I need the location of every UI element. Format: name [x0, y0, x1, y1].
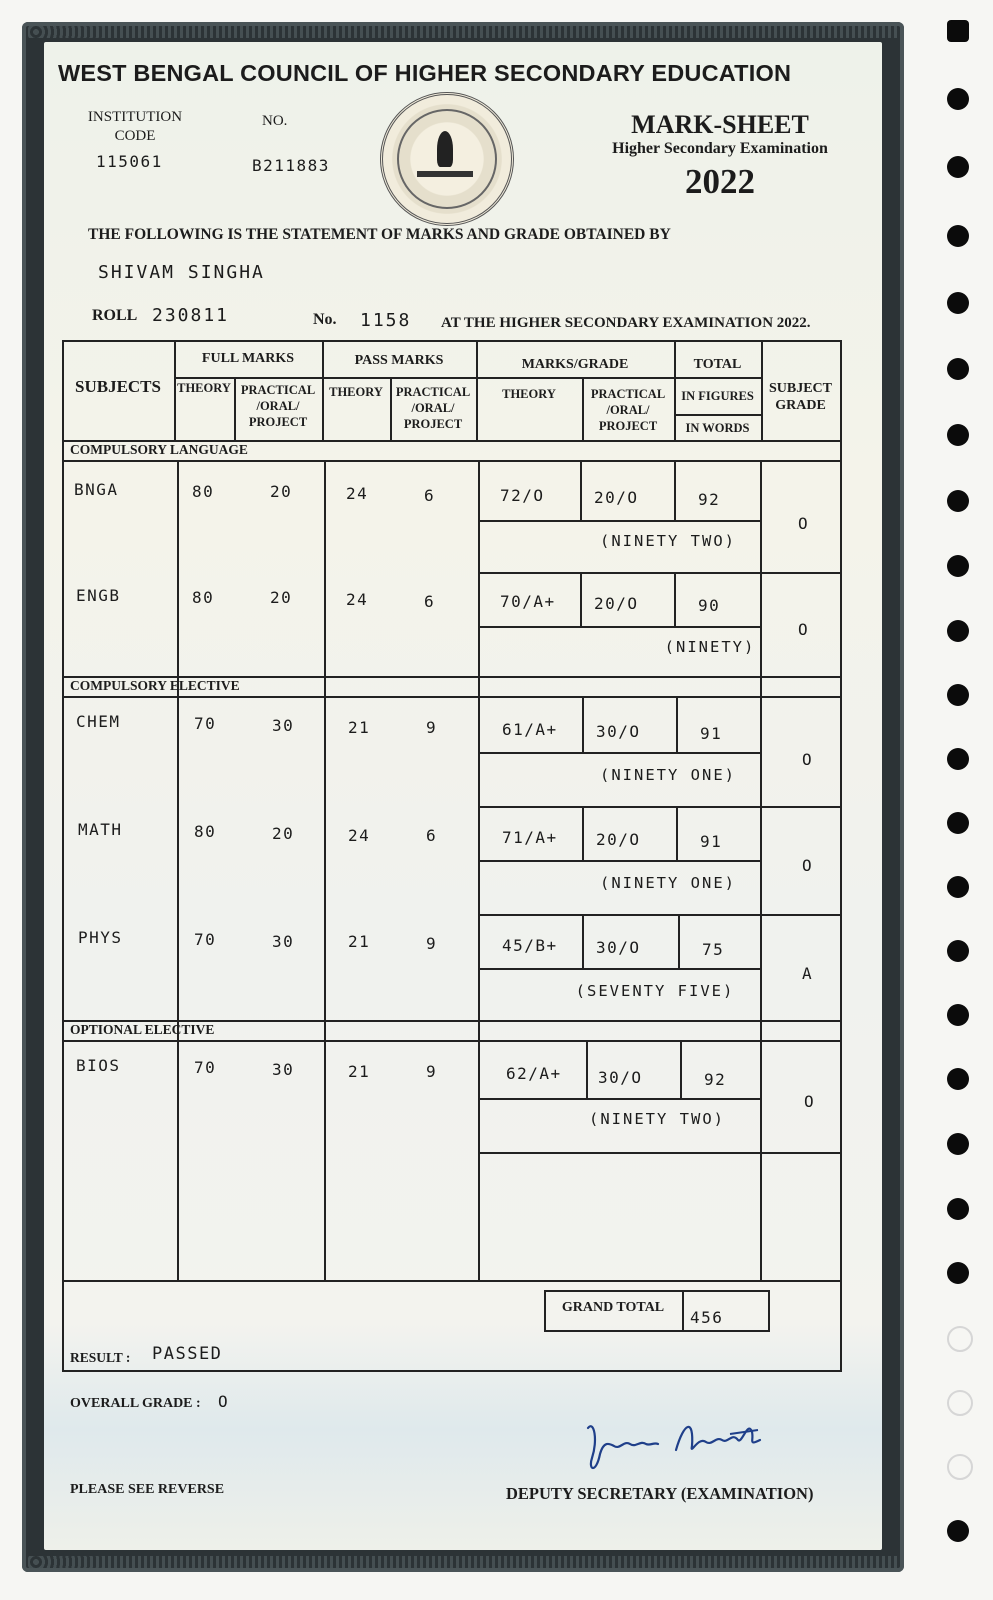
full-theory: 70 [194, 714, 217, 733]
table-rule [586, 1040, 588, 1098]
subject-grade-line1: SUBJECT [768, 381, 833, 396]
total-figures: 92 [704, 1070, 727, 1089]
subject-grade: O [802, 856, 814, 875]
pass-practical: 6 [424, 486, 436, 505]
full-practical: 30 [272, 1060, 295, 1079]
punch-hole [947, 1520, 969, 1542]
table-rule [478, 752, 760, 754]
table-rule [676, 696, 678, 752]
signature-icon [580, 1410, 770, 1480]
table-rule [680, 1040, 682, 1098]
punch-hole [947, 88, 969, 110]
table-rule [62, 460, 842, 462]
marks-practical: 30/O [598, 1068, 643, 1087]
marks-practical: 20/O [596, 830, 641, 849]
subject-grade: A [802, 964, 814, 983]
table-rule [760, 460, 762, 1280]
full-theory: 70 [194, 1058, 217, 1077]
table-rule [676, 806, 678, 860]
header-subjects: SUBJECTS [75, 377, 161, 396]
exam-line: AT THE HIGHER SECONDARY EXAMINATION 2022. [441, 315, 811, 331]
total-figures: 91 [700, 832, 723, 851]
table-rule [582, 806, 584, 860]
council-title: WEST BENGAL COUNCIL OF HIGHER SECONDARY EDUCATION [58, 60, 792, 86]
subject-code: CHEM [76, 712, 121, 731]
punch-hole [947, 684, 969, 706]
table-rule [478, 914, 842, 916]
table-rule [768, 1290, 770, 1330]
header-mg-practical [582, 386, 674, 434]
header-total: TOTAL [693, 357, 742, 372]
punch-hole [947, 1198, 969, 1220]
pass-practical: 6 [426, 826, 438, 845]
table-rule [62, 340, 64, 1370]
marks-practical: 20/O [594, 488, 639, 507]
full-practical: 20 [270, 588, 293, 607]
pass-practical: 9 [426, 934, 438, 953]
pass-theory: 21 [348, 932, 371, 951]
header-full-theory: THEORY [177, 381, 231, 395]
subject-grade-line2: GRADE [775, 398, 826, 413]
result-label: RESULT : [70, 1350, 131, 1365]
marks-table [62, 340, 842, 1372]
full-theory: 80 [192, 482, 215, 501]
table-rule [478, 860, 760, 862]
grand-total-label: GRAND TOTAL [561, 1300, 665, 1315]
total-words: (NINETY ONE) [600, 766, 736, 784]
punch-hole [947, 1390, 973, 1416]
total-words: (NINETY TWO) [600, 532, 736, 550]
result-value: PASSED [152, 1344, 223, 1364]
marksheet-title: MARK-SHEET [631, 110, 809, 139]
pass-theory: 24 [346, 590, 369, 609]
section-optional-elective: OPTIONAL ELECTIVE [70, 1022, 215, 1037]
punch-hole [947, 940, 969, 962]
exam-name: Higher Secondary Examination [612, 140, 828, 157]
punch-hole [947, 20, 969, 42]
table-rule [177, 460, 179, 1280]
full-theory: 70 [194, 930, 217, 949]
table-rule [478, 806, 842, 808]
full-practical: 30 [272, 932, 295, 951]
header-in-words: IN WORDS [685, 421, 750, 435]
punch-hole [947, 225, 969, 247]
certificate-no-label: NO. [262, 113, 288, 129]
full-practical: 30 [272, 716, 295, 735]
decorative-border [28, 26, 898, 38]
punch-hole [947, 620, 969, 642]
table-rule [544, 1290, 770, 1292]
total-words: (NINETY ONE) [600, 874, 736, 892]
roll-no-value: 1158 [360, 310, 412, 331]
subject-code: ENGB [76, 586, 121, 605]
table-rule [174, 377, 761, 379]
total-figures: 75 [702, 940, 725, 959]
code-label: CODE [114, 128, 156, 144]
table-rule [840, 340, 842, 1370]
signatory-title: DEPUTY SECRETARY (EXAMINATION) [506, 1484, 814, 1503]
full-practical: 20 [270, 482, 293, 501]
table-rule [478, 968, 760, 970]
table-rule [582, 914, 584, 968]
header-pass-marks: PASS MARKS [354, 353, 444, 368]
council-seal-icon [380, 92, 514, 226]
statement-text: THE FOLLOWING IS THE STATEMENT OF MARKS AND GRADE OBTAINED BY [88, 226, 671, 243]
header-full-practical [234, 382, 322, 430]
section-compulsory-elective: COMPULSORY ELECTIVE [70, 678, 240, 693]
institution-code: 115061 [96, 152, 163, 171]
pass-theory: 24 [346, 484, 369, 503]
punch-hole [947, 876, 969, 898]
practical-line3: PROJECT [248, 415, 308, 429]
table-rule [478, 572, 842, 574]
marks-theory: 71/A+ [502, 828, 558, 847]
table-rule [582, 696, 584, 752]
punch-hole [947, 292, 969, 314]
header-pass-theory: THEORY [329, 385, 383, 399]
punch-hole [947, 812, 969, 834]
roll-no-label: No. [313, 311, 337, 328]
marks-theory: 61/A+ [502, 720, 558, 739]
subject-code: MATH [78, 820, 123, 839]
header-full-marks: FULL MARKS [201, 351, 295, 366]
pass-theory: 21 [348, 1062, 371, 1081]
practical-line1: PRACTICAL [395, 385, 471, 399]
table-rule [678, 914, 680, 968]
table-rule [674, 460, 676, 520]
table-rule [580, 460, 582, 520]
full-practical: 20 [272, 824, 295, 843]
punch-hole [947, 1068, 969, 1090]
total-figures: 92 [698, 490, 721, 509]
marks-theory: 70/A+ [500, 592, 556, 611]
header-subject-grade [761, 380, 840, 414]
pass-theory: 21 [348, 718, 371, 737]
practical-line3: PROJECT [598, 419, 658, 433]
pass-practical: 9 [426, 718, 438, 737]
total-words: (NINETY) [664, 638, 756, 656]
section-compulsory-language: COMPULSORY LANGUAGE [70, 442, 248, 457]
table-rule [580, 572, 582, 626]
punch-hole [947, 748, 969, 770]
punch-hole [947, 1326, 973, 1352]
punch-hole [947, 156, 969, 178]
certificate-no: B211883 [252, 156, 330, 175]
table-rule [674, 572, 676, 626]
exam-year: 2022 [685, 162, 755, 201]
roll-label: ROLL [92, 307, 138, 324]
candidate-name: SHIVAM SINGHA [98, 262, 265, 283]
table-rule [62, 1370, 842, 1372]
table-rule [62, 696, 842, 698]
marks-theory: 72/O [500, 486, 545, 505]
subject-code: PHYS [78, 928, 123, 947]
punch-hole [947, 490, 969, 512]
table-rule [324, 460, 326, 1280]
overall-grade-label: OVERALL GRADE : [70, 1396, 201, 1411]
table-rule [478, 520, 760, 522]
practical-line2: /ORAL/ [256, 399, 300, 413]
practical-line2: /ORAL/ [606, 403, 650, 417]
punch-hole [947, 1454, 973, 1480]
practical-line1: PRACTICAL [590, 387, 666, 401]
full-theory: 80 [192, 588, 215, 607]
subject-grade: O [798, 514, 810, 533]
punch-hole [947, 424, 969, 446]
total-words: (NINETY TWO) [589, 1110, 725, 1128]
marks-practical: 30/O [596, 938, 641, 957]
total-words: (SEVENTY FIVE) [575, 982, 735, 1000]
table-rule [544, 1330, 770, 1332]
full-theory: 80 [194, 822, 217, 841]
punch-hole [947, 555, 969, 577]
roll-value: 230811 [152, 305, 230, 326]
please-see-reverse: PLEASE SEE REVERSE [70, 1482, 225, 1497]
practical-line2: /ORAL/ [411, 401, 455, 415]
header-mg-theory: THEORY [502, 387, 556, 401]
subject-code: BNGA [74, 480, 119, 499]
table-rule [62, 1280, 842, 1282]
header-pass-practical [390, 384, 476, 432]
punch-hole [947, 1004, 969, 1026]
table-rule [62, 340, 842, 342]
marks-theory: 62/A+ [506, 1064, 562, 1083]
pass-practical: 9 [426, 1062, 438, 1081]
marks-theory: 45/B+ [502, 936, 558, 955]
total-figures: 90 [698, 596, 721, 615]
subject-grade: O [802, 750, 814, 769]
table-rule [682, 1290, 684, 1330]
subject-grade: O [798, 620, 810, 639]
punch-hole [947, 1262, 969, 1284]
pass-theory: 24 [348, 826, 371, 845]
practical-line3: PROJECT [403, 417, 463, 431]
table-rule [480, 1152, 842, 1154]
practical-line1: PRACTICAL [240, 383, 316, 397]
table-rule [478, 626, 760, 628]
total-figures: 91 [700, 724, 723, 743]
overall-grade-value: O [218, 1392, 228, 1411]
punch-hole [947, 358, 969, 380]
punch-holes [935, 0, 979, 1600]
table-rule [62, 1040, 842, 1042]
grand-total-value: 456 [690, 1308, 724, 1327]
header-in-figures: IN FIGURES [681, 389, 754, 403]
institution-code-label [70, 108, 200, 146]
seal-book-icon [417, 171, 473, 177]
table-rule [478, 460, 480, 1280]
decorative-border [28, 1556, 898, 1568]
table-rule [674, 414, 761, 416]
institution-label: INSTITUTION [87, 109, 183, 125]
punch-hole [947, 1133, 969, 1155]
header-marks-grade: MARKS/GRADE [521, 357, 629, 372]
marks-practical: 30/O [596, 722, 641, 741]
subject-code: BIOS [76, 1056, 121, 1075]
pass-practical: 6 [424, 592, 436, 611]
table-rule [480, 1098, 760, 1100]
marks-practical: 20/O [594, 594, 639, 613]
seal-flame-icon [437, 131, 453, 167]
subject-grade: O [804, 1092, 816, 1111]
